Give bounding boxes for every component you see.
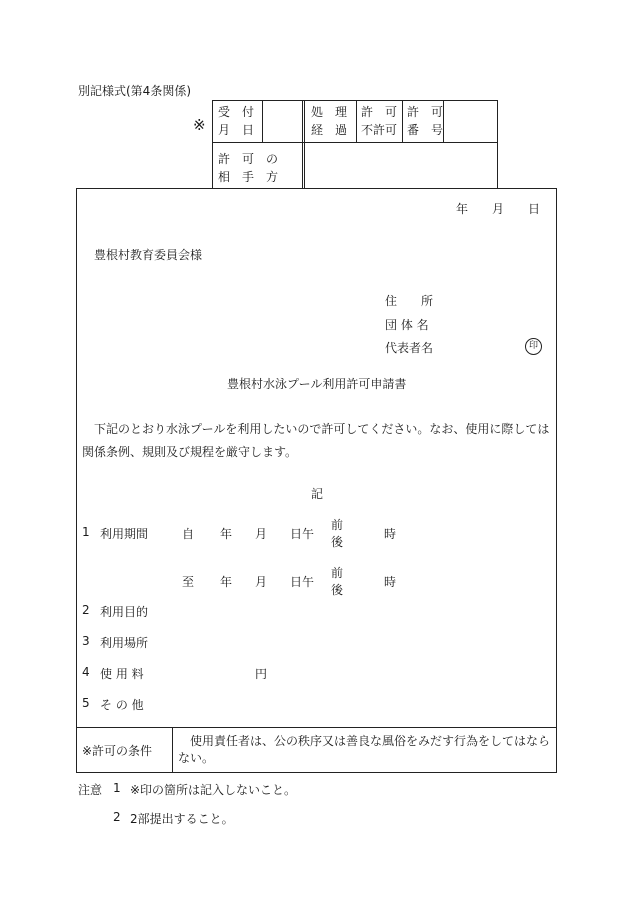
document-title: 豊根村水泳プール利用許可申請書 xyxy=(227,377,407,391)
item-1-label: 利用期間 xyxy=(100,527,149,541)
period-from: 自 xyxy=(182,527,195,541)
conditions-label: ※許可の条件 xyxy=(82,744,153,758)
period-from-hour: 時 xyxy=(384,527,397,541)
permit-partner-cell: 許 可 の 相 手 方 xyxy=(218,152,279,184)
body-paragraph: 下記のとおり水泳プールを利用したいので許可してください。なお、使用に際しては関係条例、規則及び規程を厳守します。 xyxy=(82,422,550,459)
date-year: 年 xyxy=(456,202,469,216)
date-month: 月 xyxy=(492,202,505,216)
period-to: 至 xyxy=(182,575,195,589)
period-from-day: 日 xyxy=(290,527,303,541)
note-2-text: 2部提出すること。 xyxy=(130,812,234,826)
item-5-no: 5 xyxy=(82,696,90,710)
note-1-no: 1 xyxy=(113,781,121,795)
conditions-text: 使用責任者は、公の秩序又は善良な風俗をみだす行為をしてはならない。 xyxy=(178,734,551,765)
applicant-address-label: 住 所 xyxy=(385,294,434,308)
item-4-no: 4 xyxy=(82,665,90,679)
processing-cell: 処 理 経 過 xyxy=(311,105,348,137)
ki-heading: 記 xyxy=(311,487,324,501)
permit-number-cell: 許 可 番 号 xyxy=(407,105,444,137)
office-top-row xyxy=(212,100,498,143)
period-from-go: 午 xyxy=(302,527,315,541)
period-to-day: 日 xyxy=(290,575,303,589)
form-label: 別記様式(第4条関係) xyxy=(78,84,191,98)
received-date-cell: 受 付 月 日 xyxy=(218,105,255,137)
item-1-no: 1 xyxy=(82,525,90,539)
seal-mark: 印 xyxy=(525,338,542,355)
period-from-am: 前 xyxy=(331,518,344,532)
period-from-year: 年 xyxy=(220,527,233,541)
fee-unit: 円 xyxy=(255,667,268,681)
period-to-pm: 後 xyxy=(331,583,344,597)
item-5-label: そ の 他 xyxy=(100,698,144,712)
period-from-pm: 後 xyxy=(331,535,344,549)
period-to-am: 前 xyxy=(331,566,344,580)
period-from-month: 月 xyxy=(255,527,268,541)
asterisk-mark: ※ xyxy=(193,116,206,134)
applicant-group-label: 団 体 名 xyxy=(385,318,429,332)
item-4-label: 使 用 料 xyxy=(100,667,144,681)
period-to-hour: 時 xyxy=(384,575,397,589)
application-frame xyxy=(76,188,557,773)
note-2-no: 2 xyxy=(113,810,121,824)
note-1-text: ※印の箇所は記入しないこと。 xyxy=(130,783,297,797)
permit-status-cell: 許 可 不許可 xyxy=(361,105,398,137)
notes-label: 注意 xyxy=(78,783,103,797)
period-to-year: 年 xyxy=(220,575,233,589)
item-2-label: 利用目的 xyxy=(100,605,149,619)
date-day: 日 xyxy=(528,202,541,216)
applicant-representative-label: 代表者名 xyxy=(385,341,434,355)
item-2-no: 2 xyxy=(82,603,90,617)
period-to-month: 月 xyxy=(255,575,268,589)
item-3-no: 3 xyxy=(82,634,90,648)
period-to-go: 午 xyxy=(302,575,315,589)
item-3-label: 利用場所 xyxy=(100,636,149,650)
addressee: 豊根村教育委員会様 xyxy=(94,248,203,262)
